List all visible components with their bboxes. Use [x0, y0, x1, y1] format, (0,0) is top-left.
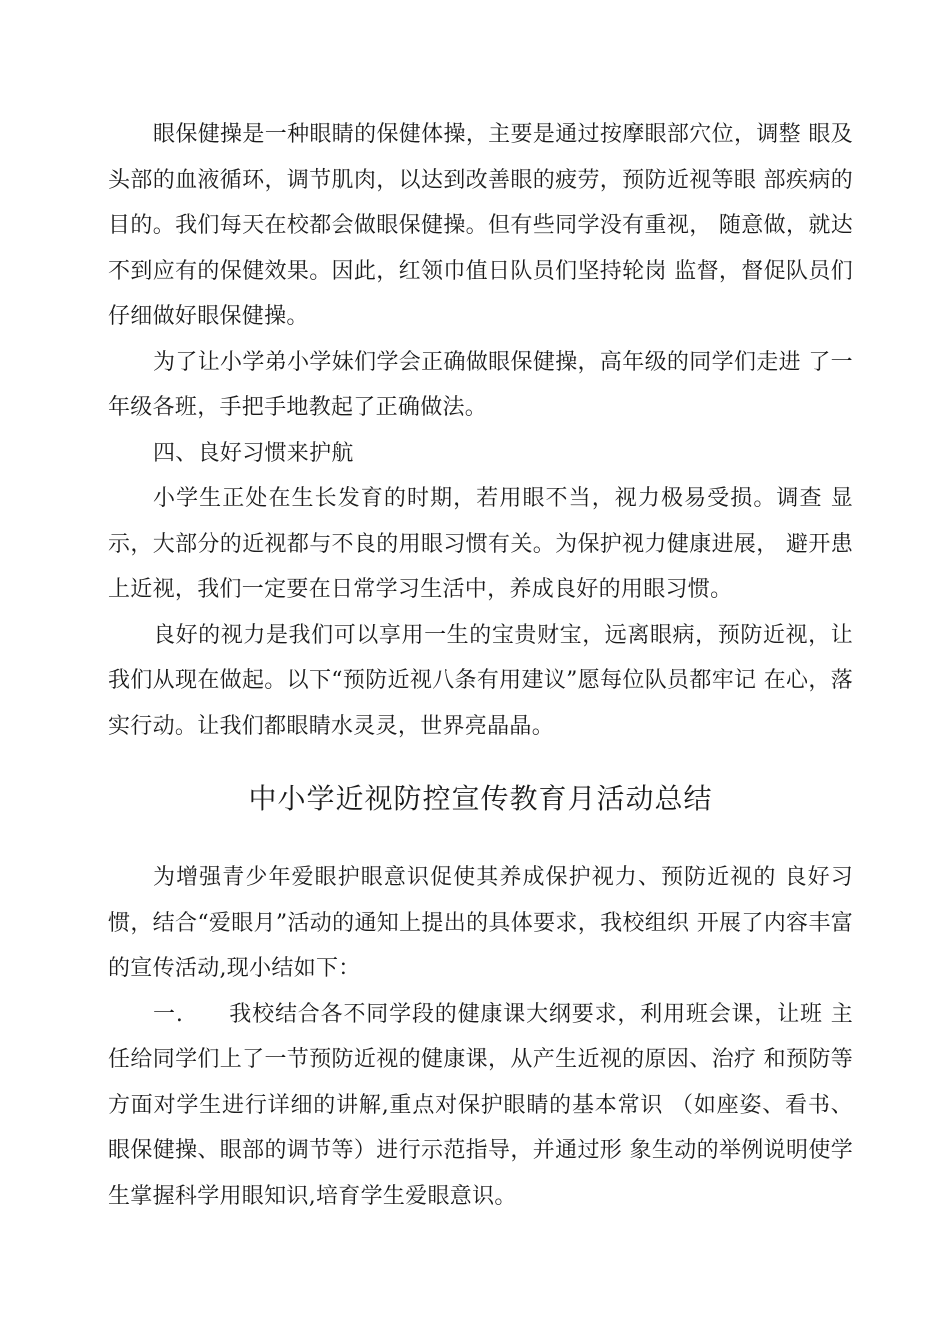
paragraph-senior-students-teach: 为了让小学弟小学妹们学会正确做眼保健操，高年级的同学们走进 了一年级各班，手把手地教起了正确做法。 — [108, 349, 853, 420]
paragraph-good-vision: 良好的视力是我们可以享用一生的宝贵财宝，远离眼病，预防近视，让我们从现在做起。以下“预防近视八条有用建议”愿每位队员都牢记 在心，落实行动。让我们都眼睛水灵灵，世界亮晶晶。 — [108, 622, 853, 739]
document-title: 中小学近视防控宣传教育月活动总结 — [248, 782, 713, 815]
paragraph-eye-habits: 小学生正处在生长发育的时期，若用眼不当，视力极易受损。调查 显示，大部分的近视都与不良的用眼习惯有关。为保护视力健康进展， 避开患上近视，我们一定要在日常学习生活中，养成良好的用眼习惯。 — [108, 486, 853, 602]
paragraph-eye-exercise-intro: 眼保健操是一种眼睛的保健体操，主要是通过按摩眼部穴位，调整 眼及头部的血液循环，调节肌肉，以达到改善眼的疲劳，预防近视等眼 部疾病的目的。我们每天在校都会做眼保健操。但有些同学没有重视， 随意做，就达不到应有的保健效果。因此，红领巾值日队员们坚持轮岗 监督，督促队员们仔细做好眼保健操。 — [108, 122, 853, 329]
paragraph-summary-intro: 为增强青少年爱眼护眼意识促使其养成保护视力、预防近视的 良好习惯，结合“爱眼月”活动的通知上提出的具体要求，我校组织 开展了内容丰富的宣传活动,现小结如下： — [108, 865, 853, 981]
section-heading-good-habits: 四、良好习惯来护航 — [153, 440, 354, 466]
paragraph-health-class: 一. 我校结合各不同学段的健康课大纲要求，利用班会课，让班 主任给同学们上了一节预防近视的健康课，从产生近视的原因、治疗 和预防等方面对学生进行详细的讲解,重点对保护眼睛的基本常识 （如座姿、看书、眼保健操、眼部的调节等）进行示范指导，并通过形 象生动的举例说明使学生掌握科学用眼知识,培育学生爱眼意识。 — [108, 1001, 853, 1209]
document-page — [108, 112, 853, 1219]
